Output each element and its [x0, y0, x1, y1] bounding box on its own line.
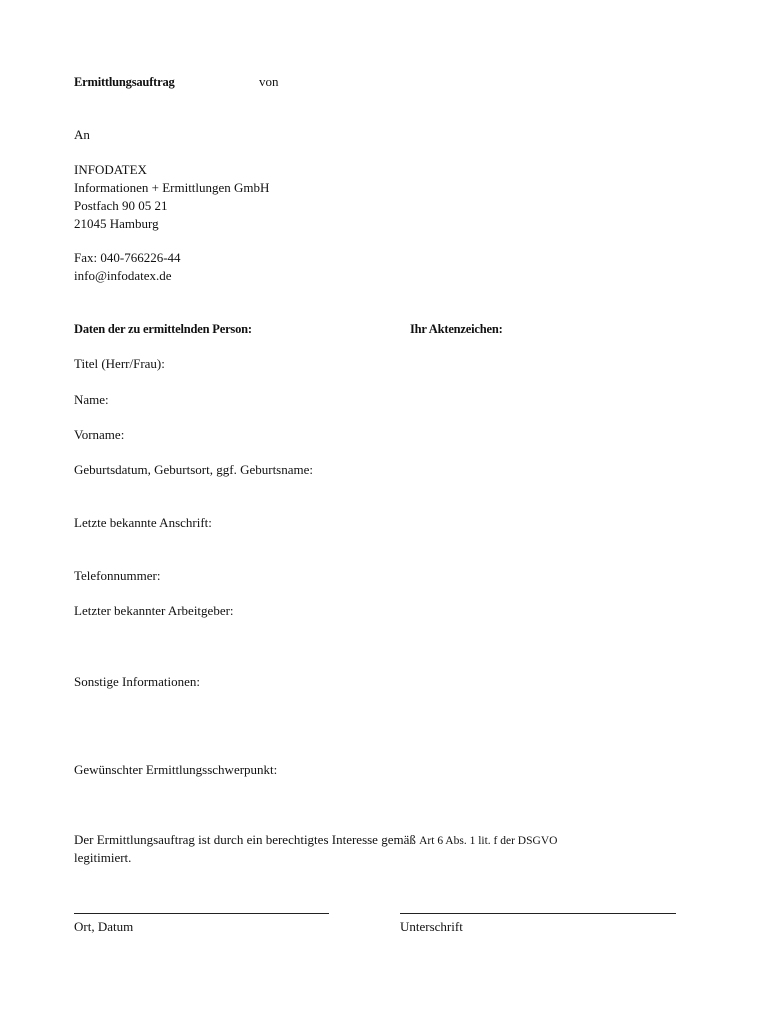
legal-text-part1: Der Ermittlungsauftrag ist durch ein berechtigtes Interesse gemäß — [74, 832, 416, 847]
field-telefon: Telefonnummer: — [74, 568, 161, 583]
an-label: An — [74, 127, 90, 142]
section-heading: Daten der zu ermittelnden Person: — [74, 322, 252, 336]
recipient-fax: Fax: 040-766226-44 — [74, 250, 181, 265]
field-geburt: Geburtsdatum, Geburtsort, ggf. Geburtsname: — [74, 462, 314, 477]
legal-text-line2: legitimiert. — [74, 850, 132, 865]
ort-datum-label: Ort, Datum — [74, 919, 134, 934]
von-label: von — [259, 74, 279, 89]
field-arbeitgeber: Letzter bekannter Arbeitgeber: — [74, 603, 234, 618]
field-schwerpunkt: Gewünschter Ermittlungsschwerpunkt: — [74, 762, 278, 777]
recipient-email: info@infodatex.de — [74, 268, 172, 283]
field-anschrift: Letzte bekannte Anschrift: — [74, 515, 212, 530]
recipient-address — [74, 161, 269, 233]
recipient-subtitle: Informationen + Ermittlungen GmbH — [74, 180, 270, 195]
ort-datum-line — [74, 913, 329, 914]
field-vorname: Vorname: — [74, 427, 125, 442]
unterschrift-label: Unterschrift — [400, 919, 463, 934]
field-sonstige: Sonstige Informationen: — [74, 674, 201, 689]
aktenzeichen-label: Ihr Aktenzeichen: — [410, 322, 503, 336]
document-title: Ermittlungsauftrag — [74, 75, 175, 89]
field-titel: Titel (Herr/Frau): — [74, 356, 165, 371]
recipient-contact — [74, 249, 181, 285]
recipient-city: 21045 Hamburg — [74, 216, 159, 231]
recipient-company: INFODATEX — [74, 162, 147, 177]
legal-text-part2: Art 6 Abs. 1 lit. f der DSGVO — [419, 835, 558, 847]
field-name: Name: — [74, 392, 109, 407]
unterschrift-line — [400, 913, 676, 914]
legal-text-line1 — [74, 831, 557, 850]
recipient-postfach: Postfach 90 05 21 — [74, 198, 168, 213]
